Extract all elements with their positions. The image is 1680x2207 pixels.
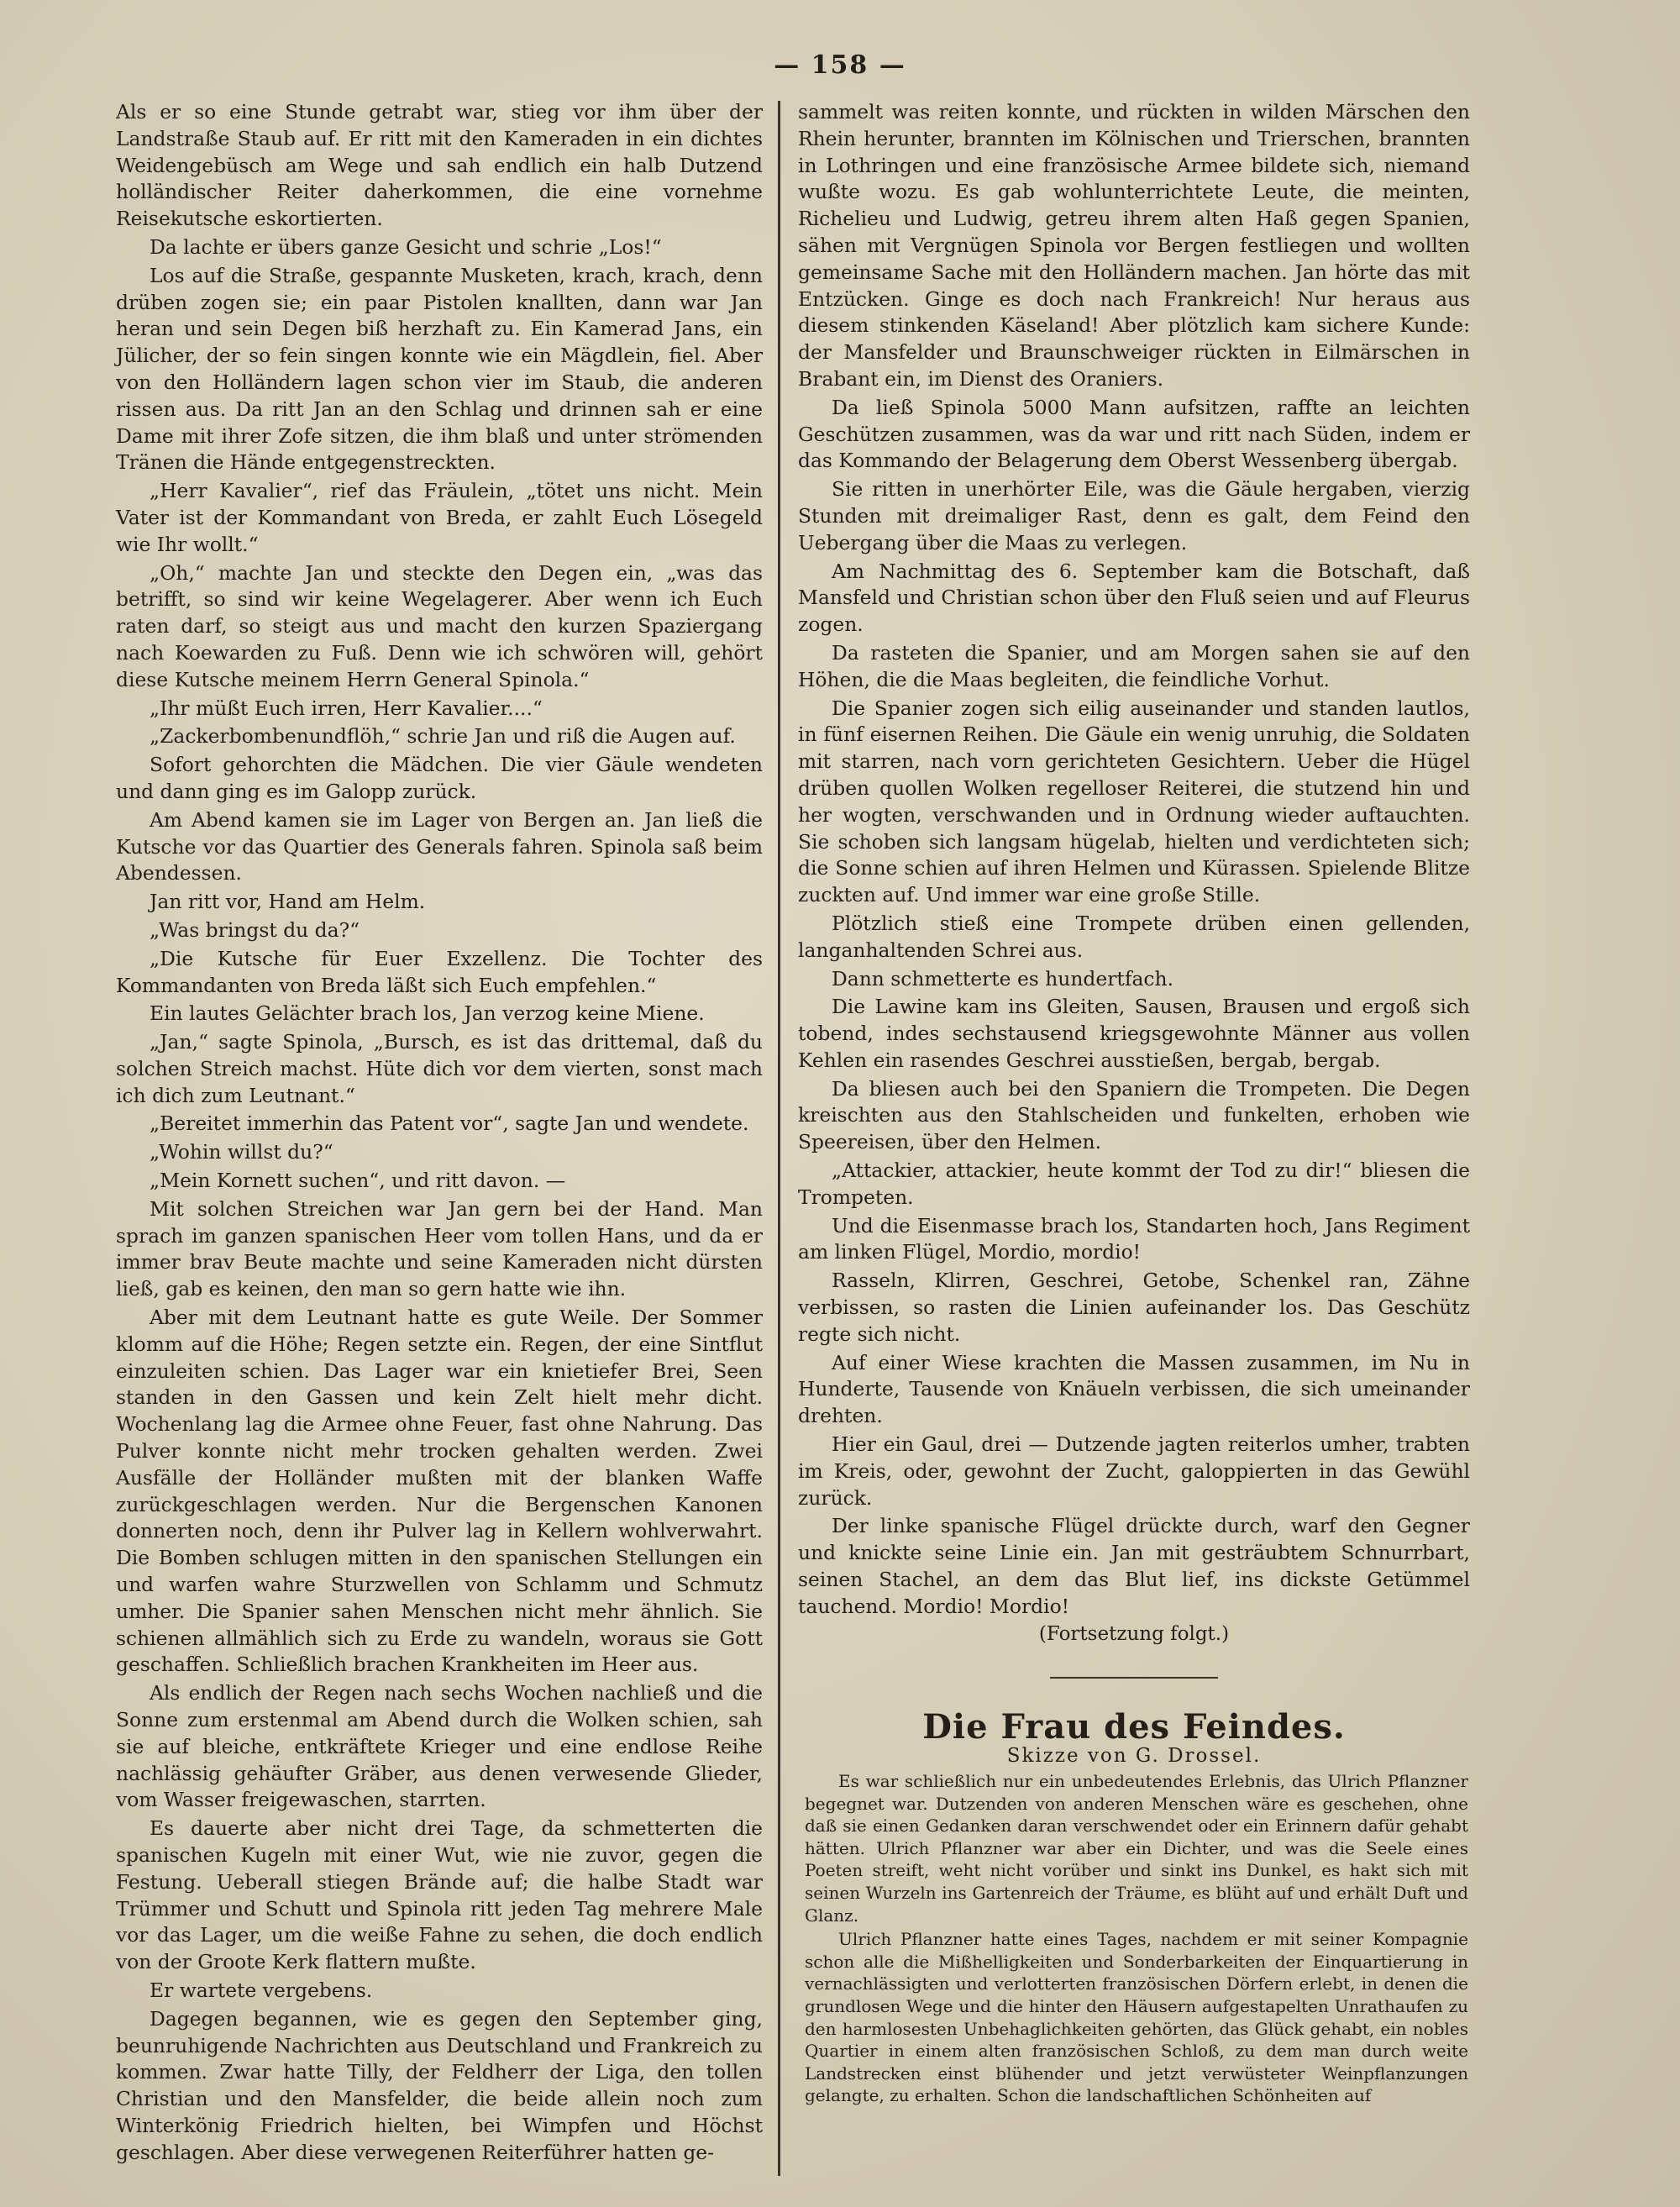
paragraph: „Zackerbombenundflöh,“ schrie Jan und riß die Augen auf. [150, 724, 736, 749]
paragraph: „Die Kutsche für Euer Exzellenz. Die Tochter des Kommandanten von Breda läßt sich Euch empfehlen.“ [116, 946, 763, 997]
paragraph: Dagegen begannen, wie es gegen den September ging, beunruhigende Nachrichten aus Deutschland und Frankreich zu kommen. Zwar hatte Tilly, der Feldherr der Liga, den tollen Christian und den Mansfelder, die beide allein noch zum Winterkönig Friedrich hielten, bei Wimpfen und Höchst geschlagen. Aber diese verwegenen Reiterführer hatten ge- [116, 2006, 763, 2164]
paragraph: „Attackier, attackier, heute kommt der Tod zu dir!“ bliesen die Trompeten. [798, 1159, 1470, 1209]
paragraph: Hier ein Gaul, drei — Dutzende jagten reiterlos umher, trabten im Kreis, oder, gewohnt der Zucht, galoppierten in das Gewühl zurück. [798, 1432, 1470, 1510]
story-byline: Skizze von G. Drossel. [1006, 1745, 1262, 1767]
paragraph: Aber mit dem Leutnant hatte es gute Weile. Der Sommer klomm auf die Höhe; Regen setzte ein. Regen, der eine Sintflut einzuleiten schien. Das Lager war ein knietiefer Brei, Seen standen in den Gassen und kein Zelt hielt mehr dicht. Wochenlang lag die Armee ohne Feuer, fast ohne Nahrung. Das Pulver konnte nicht mehr trocken gehalten werden. Zwei Ausfälle der Holländer mußten mit der blanken Waffe zurückgeschlagen werden. Nur die Bergenschen Kanonen donnerten noch, denn ihr Pulver lag in Kellern wohlverwahrt. Die Bomben schlugen mitten in den spanischen Stellungen ein und warfen wahre Sturzwellen von Schlamm und Schmutz umher. Die Spanier sahen Menschen nicht mehr ähnlich. Sie schienen allmählich sich zu Erde zu wandeln, woraus sie Gott geschaffen. Schließlich brachen Krankheiten im Heer aus. [116, 1306, 763, 1677]
page-number: — 158 — [774, 50, 906, 80]
paragraph: Auf einer Wiese krachten die Massen zusammen, im Nu in Hunderte, Tausende von Knäueln verbissen, die sich umeinander drehten. [798, 1350, 1470, 1428]
paragraph: Als endlich der Regen nach sechs Wochen nachließ und die Sonne zum erstenmal am Abend durch die Wolken schien, sah sie auf bleiche, entkräftete Krieger und eine endlose Reihe nachlässig gehäufter Gräber, aus denen verwesende Glieder, vom Wasser freigewaschen, starrten. [116, 1681, 763, 1812]
paragraph: Da bliesen auch bei den Spaniern die Trompeten. Die Degen kreischten aus den Stahlscheiden und funkelten, erhoben wie Speereisen, über den Helmen. [798, 1076, 1470, 1154]
right-column [798, 99, 1470, 1622]
column-divider [778, 101, 780, 2176]
paragraph: Es war schließlich nur ein unbedeutendes Erlebnis, das Ulrich Pflanzner begegnet war. Dutzenden von anderen Menschen wäre es geschehen, ohne daß sie einen Gedanken daran verschwendet oder ein Erinnern dafür gehabt hätten. Ulrich Pflanzner war aber ein Dichter, und was die Seele eines Poeten streift, weht nicht vorüber und sinkt ins Dunkel, es hakt sich mit seinen Wurzeln ins Gartenreich der Träume, es blüht auf und erhält Duft und Glanz. [805, 1771, 1468, 1926]
paragraph: „Ihr müßt Euch irren, Herr Kavalier....“ [150, 696, 543, 720]
paragraph: Los auf die Straße, gespannte Musketen, krach, krach, denn drüben zogen sie; ein paar Pistolen knallten, dann war Jan heran und sein Degen biß herzhaft zu. Ein Kamerad Jans, ein Jülicher, der so fein singen konnte wie ein Mägdlein, fiel. Aber von den Holländern lagen schon vier im Staub, die anderen rissen aus. Da ritt Jan an den Schlag und drinnen sah er eine Dame mit ihrer Zofe sitzen, die ihm blaß und unter strömenden Tränen die Hände entgegenstreckten. [116, 263, 763, 475]
paragraph: Es dauerte aber nicht drei Tage, da schmetterten die spanischen Kugeln mit einer Wut, wie nie zuvor, gegen die Festung. Ueberall stiegen Brände auf; die halbe Stadt war Trümmer und Schutt und Spinola ritt jeden Tag mehrere Male vor das Lager, um die weiße Fahne zu sehen, die doch endlich von der Groote Kerk flattern mußte. [116, 1816, 763, 1974]
paragraph: Am Nachmittag des 6. September kam die Botschaft, daß Mansfeld und Christian schon über den Fluß seien und auf Fleurus zogen. [798, 559, 1470, 637]
paragraph: Plötzlich stieß eine Trompete drüben einen gellenden, langanhaltenden Schrei aus. [798, 911, 1470, 962]
paragraph: Ein lautes Gelächter brach los, Jan verzog keine Miene. [150, 1001, 705, 1026]
paragraph: Da ließ Spinola 5000 Mann aufsitzen, raffte an leichten Geschützen zusammen, was da war und ritt nach Süden, indem er das Kommando der Belagerung dem Oberst Wessenberg übergab. [798, 395, 1470, 473]
paragraph: Er wartete vergebens. [150, 1978, 373, 2002]
section-divider [1050, 1677, 1218, 1679]
story-title: Die Frau des Feindes. [922, 1707, 1346, 1747]
paragraph: Am Abend kamen sie im Lager von Bergen an. Jan ließ die Kutsche vor das Quartier des Generals fahren. Spinola saß beim Abendessen. [116, 807, 763, 885]
paragraph: Da lachte er übers ganze Gesicht und schrie „Los!“ [150, 234, 662, 259]
paragraph: Mit solchen Streichen war Jan gern bei der Hand. Man sprach im ganzen spanischen Heer vom tollen Hans, und da er immer brav Beute machte und seine Kameraden nicht dürsten ließ, gab es keinen, den man so gern hatte wie ihn. [116, 1196, 763, 1301]
paragraph: sammelt was reiten konnte, und rückten in wilden Märschen den Rhein herunter, brannten im Kölnischen und Trierschen, brannten in Lothringen und eine französische Armee bildete sich, niemand wußte wozu. Es gab wohlunterrichtete Leute, die meinten, Richelieu und Ludwig, getreu ihrem alten Haß gegen Spanien, sähen mit Vergnügen Spinola vor Bergen festliegen und wollten gemeinsame Sache mit den Holländern machen. Jan hörte das mit Entzücken. Ginge es doch nach Frankreich! Nur heraus aus diesem stinkenden Käseland! Aber plötzlich kam sichere Kunde: der Mansfelder und Braunschweiger rückten in Eilmärschen in Brabant ein, im Dienst des Oraniers. [798, 100, 1470, 391]
continuation-note: (Fortsetzung folgt.) [1038, 1623, 1230, 1645]
paragraph: „Bereitet immerhin das Patent vor“, sagte Jan und wendete. [150, 1111, 749, 1136]
paragraph: „Was bringst du da?“ [150, 917, 360, 942]
paragraph: „Mein Kornett suchen“, und ritt davon. — [150, 1169, 566, 1193]
paragraph: Als er so eine Stunde getrabt war, stieg vor ihm über der Landstraße Staub auf. Er ritt mit den Kameraden in ein dichtes Weidengebüsch am Wege und sah endlich ein halb Dutzend holländischer Reiter daherkommen, die eine vornehme Reisekutsche eskortierten. [116, 100, 763, 231]
paragraph: „Jan,“ sagte Spinola, „Bursch, es ist das drittemal, daß du solchen Streich machst. Hüte dich vor dem vierten, sonst mach ich dich zum Leutnant.“ [116, 1030, 763, 1107]
paragraph: Ulrich Pflanzner hatte eines Tages, nachdem er mit seiner Kompagnie schon alle die Mißhelligkeiten und Sonderbarkeiten der Einquartierung in vernachlässigten und verlotterten französischen Dörfern erlebt, in denen die grundlosen Wege und die hinter den Häusern aufgestapelten Unrathaufen zu den harmlosesten Unbehaglichkeiten gehörten, das Glück gehabt, ein nobles Quartier in einem alten französischen Schloß, zu dem man durch weite Landstrecken einst blühender und jetzt verwüsteter Weinpflanzungen gelangte, zu erhalten. Schon die landschaftlichen Schönheiten auf [805, 1929, 1468, 2106]
paragraph: Rasseln, Klirren, Geschrei, Getobe, Schenkel ran, Zähne verbissen, so rasten die Linien aufeinander los. Das Geschütz regte sich nicht. [798, 1269, 1470, 1346]
paragraph: Dann schmetterte es hundertfach. [832, 966, 1174, 991]
paragraph: Und die Eisenmasse brach los, Standarten hoch, Jans Regiment am linken Flügel, Mordio, mordio! [798, 1213, 1470, 1264]
story-body [805, 1770, 1468, 2109]
paragraph: Der linke spanische Flügel drückte durch, warf den Gegner und knickte seine Linie ein. Jan mit gesträubtem Schnurrbart, seinen Stachel, an dem das Blut lief, ins dickste Getümmel tauchend. Mordio! Mordio! [798, 1514, 1470, 1618]
paragraph: „Herr Kavalier“, rief das Fräulein, „tötet uns nicht. Mein Vater ist der Kommandant von Breda, er zahlt Euch Lösegeld wie Ihr wollt.“ [116, 479, 763, 556]
paragraph: Jan ritt vor, Hand am Helm. [150, 890, 426, 914]
paragraph: Sofort gehorchten die Mädchen. Die vier Gäule wendeten und dann ging es im Galopp zurück. [116, 753, 763, 803]
paragraph: Da rasteten die Spanier, und am Morgen sahen sie auf den Höhen, die die Maas begleiten, die feindliche Vorhut. [798, 640, 1470, 691]
left-column [116, 99, 763, 2168]
paragraph: „Wohin willst du?“ [150, 1140, 333, 1164]
paragraph: Die Lawine kam ins Gleiten, Sausen, Brausen und ergoß sich tobend, indes sechstausend kriegsgewohnte Männer aus vollen Kehlen ein rasendes Geschrei ausstießen, bergab, bergab. [798, 995, 1470, 1072]
paragraph: Sie ritten in unerhörter Eile, was die Gäule hergaben, vierzig Stunden mit dreimaliger Rast, denn es galt, dem Feind den Uebergang über die Maas zu verlegen. [798, 477, 1470, 554]
paragraph: „Oh,“ machte Jan und steckte den Degen ein, „was das betrifft, so sind wir keine Wegelagerer. Aber wenn ich Euch raten darf, so steigt aus und macht den kurzen Spaziergang nach Koewarden zu Fuß. Denn wie ich schwören will, gehört diese Kutsche meinem Herrn General Spinola.“ [116, 560, 763, 691]
paragraph: Die Spanier zogen sich eilig auseinander und standen lautlos, in fünf eisernen Reihen. Die Gäule ein wenig unruhig, die Soldaten mit starren, nach vorn gerichteten Gesichtern. Ueber die Hügel drüben quollen Wolken regelloser Reiterei, die stutzend hin und her wogten, verschwanden und in Ordnung wieder auftauchten. Sie schoben sich langsam hügelab, hielten und verdichteten sich; die Sonne schien auf ihren Helmen und Kürassen. Spielende Blitze zuckten auf. Und immer war eine große Stille. [798, 696, 1470, 907]
